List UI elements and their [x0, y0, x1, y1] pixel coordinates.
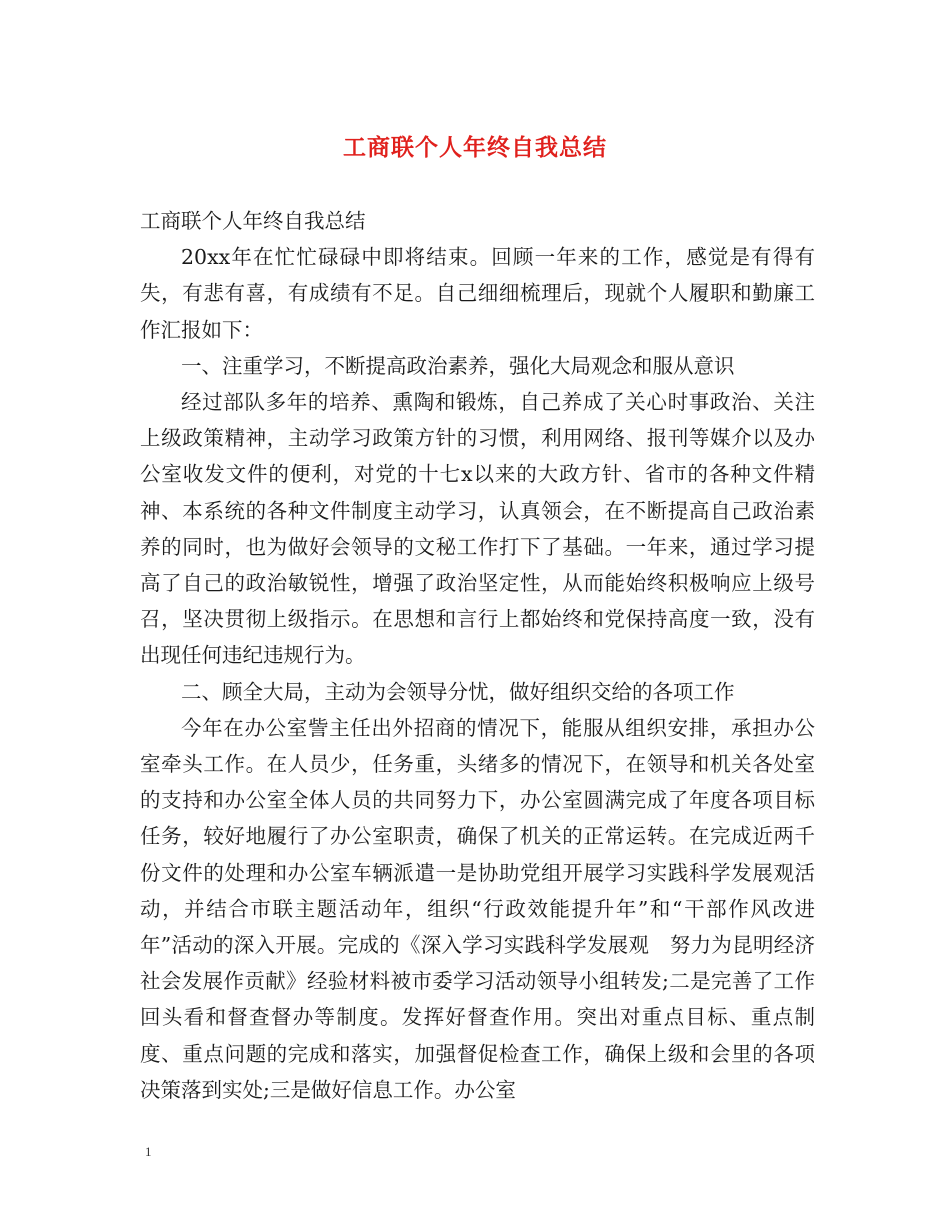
body-paragraph-intro: 20xx年在忙忙碌碌中即将结束。回顾一年来的工作，感觉是有得有失，有悲有喜，有成绩有不足。自己细细梳理后，现就个人履职和勤廉工作汇报如下： — [140, 245, 815, 342]
document-title: 工商联个人年终自我总结 — [343, 134, 607, 161]
body-paragraph-heading: 工商联个人年终自我总结 — [140, 209, 366, 233]
body-paragraph-section-2: 今年在办公室訾主任出外招商的情况下，能服从组织安排，承担办公室牵头工作。在人员少，任务重，头绪多的情况下，在领导和机关各处室的支持和办公室全体人员的共同努力下，办公室圆满完成了年度各项目标任务，较好地履行了办公室职责，确保了机关的正常运转。在完成近两千份文件的处理和办公室车辆派遣一是协助党组开展学习实践科学发展观活动，并结合市联主题活动年，组织“行政效能提升年”和“干部作风改进年”活动的深入开展。完成的《深入学习实践科学发展观 努力为昆明经济社会发展作贡献》经验材料被市委学习活动领导小组转发;二是完善了工作回头看和督查督办等制度。发挥好督查作用。突出对重点目标、重点制度、重点问题的完成和落实，加强督促检查工作，确保上级和会里的各项决策落到实处;三是做好信息工作。办公室 — [140, 715, 815, 1102]
document-body — [140, 203, 815, 1108]
body-paragraph-section-1: 经过部队多年的培养、熏陶和锻炼，自己养成了关心时事政治、关注上级政策精神，主动学习政策方针的习惯，利用网络、报刊等媒介以及办公室收发文件的便利，对党的十七x以来的大政方针、省市的各种文件精神、本系统的各种文件制度主动学习，认真领会，在不断提高自己政治素养的同时，也为做好会领导的文秘工作打下了基础。一年来，通过学习提高了自己的政治敏锐性，增强了政治坚定性，从而能始终积极响应上级号召，坚决贯彻上级指示。在思想和言行上都始终和党保持高度一致，没有出现任何违纪违规行为。 — [140, 390, 815, 668]
page-number: 1 — [145, 1144, 152, 1159]
section-heading-1: 一、注重学习，不断提高政治素养，强化大局观念和服从意识 — [181, 353, 735, 378]
section-heading-2: 二、顾全大局，主动为会领导分忧，做好组织交给的各项工作 — [181, 679, 735, 704]
